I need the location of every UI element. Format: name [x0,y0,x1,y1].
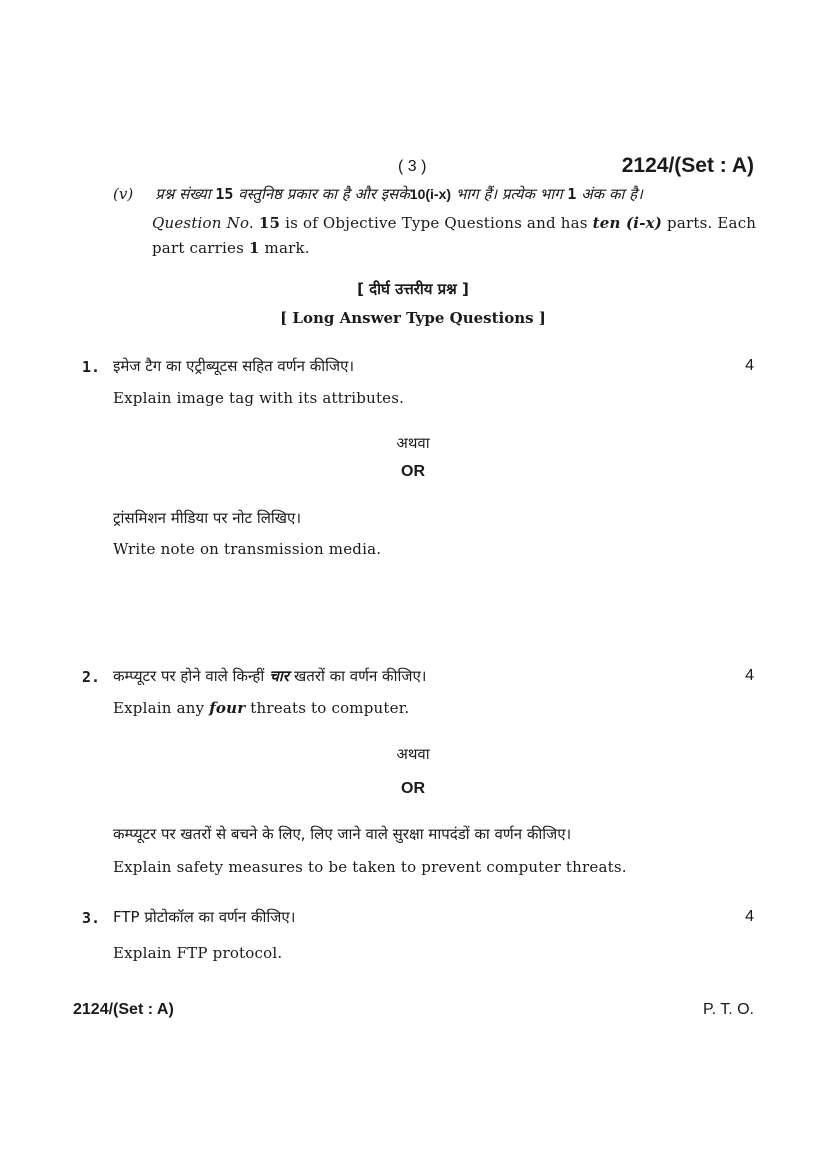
question-1-marks: 4 [745,357,754,374]
question-2-alt-hindi: कम्प्यूटर पर खतरों से बचने के लिए, लिए जाने वाले सुरक्षा मापदंडों का वर्णन कीजिए। [113,825,572,843]
question-1-hindi: इमेज टैग का एट्रीब्यूटस सहित वर्णन कीजिए। [113,357,355,375]
question-3-english: Explain FTP protocol. [113,944,283,962]
question-1-alt-english: Write note on transmission media. [113,540,382,558]
question-1-or-english: OR [401,463,425,480]
question-2-english: Explain any four threats to computer. [113,699,410,717]
instruction-v-hindi: (v) प्रश्न संख्या 15 वस्तुनिष्ठ प्रकार का है और इसके10(i-x) भाग हैं। प्रत्येक भाग 1 अंक का है। [113,185,643,203]
question-3-hindi: FTP प्रोटोकॉल का वर्णन कीजिए। [113,908,296,926]
section-title-hindi: [ दीर्घ उत्तरीय प्रश्न ] [357,280,469,298]
paper-code-header: 2124/(Set : A) [621,154,754,177]
question-1-number: 1. [82,358,101,376]
question-3-number: 3. [82,909,101,927]
question-1-english: Explain image tag with its attributes. [113,389,405,407]
pto-label: P. T. O. [703,1001,754,1018]
question-2-or-hindi: अथवा [396,745,430,763]
question-2-number: 2. [82,668,101,686]
instruction-v-english-line2: part carries 1 mark. [152,239,310,257]
paper-code-footer: 2124/(Set : A) [73,1001,174,1018]
question-2-or-english: OR [401,780,425,797]
question-1-or-hindi: अथवा [396,434,430,452]
instruction-v-english-line1: Question No. 15 is of Objective Type Questions and has ten (i-x) parts. Each [152,214,757,232]
question-2-alt-english: Explain safety measures to be taken to prevent computer threats. [113,858,627,876]
section-title-english: [ Long Answer Type Questions ] [280,309,546,327]
question-2-marks: 4 [745,667,754,684]
question-3-marks: 4 [745,908,754,925]
question-2-hindi: कम्प्यूटर पर होने वाले किन्हीं चार खतरों का वर्णन कीजिए। [113,667,427,685]
question-1-alt-hindi: ट्रांसमिशन मीडिया पर नोट लिखिए। [113,509,302,527]
page-number: ( 3 ) [398,158,427,175]
